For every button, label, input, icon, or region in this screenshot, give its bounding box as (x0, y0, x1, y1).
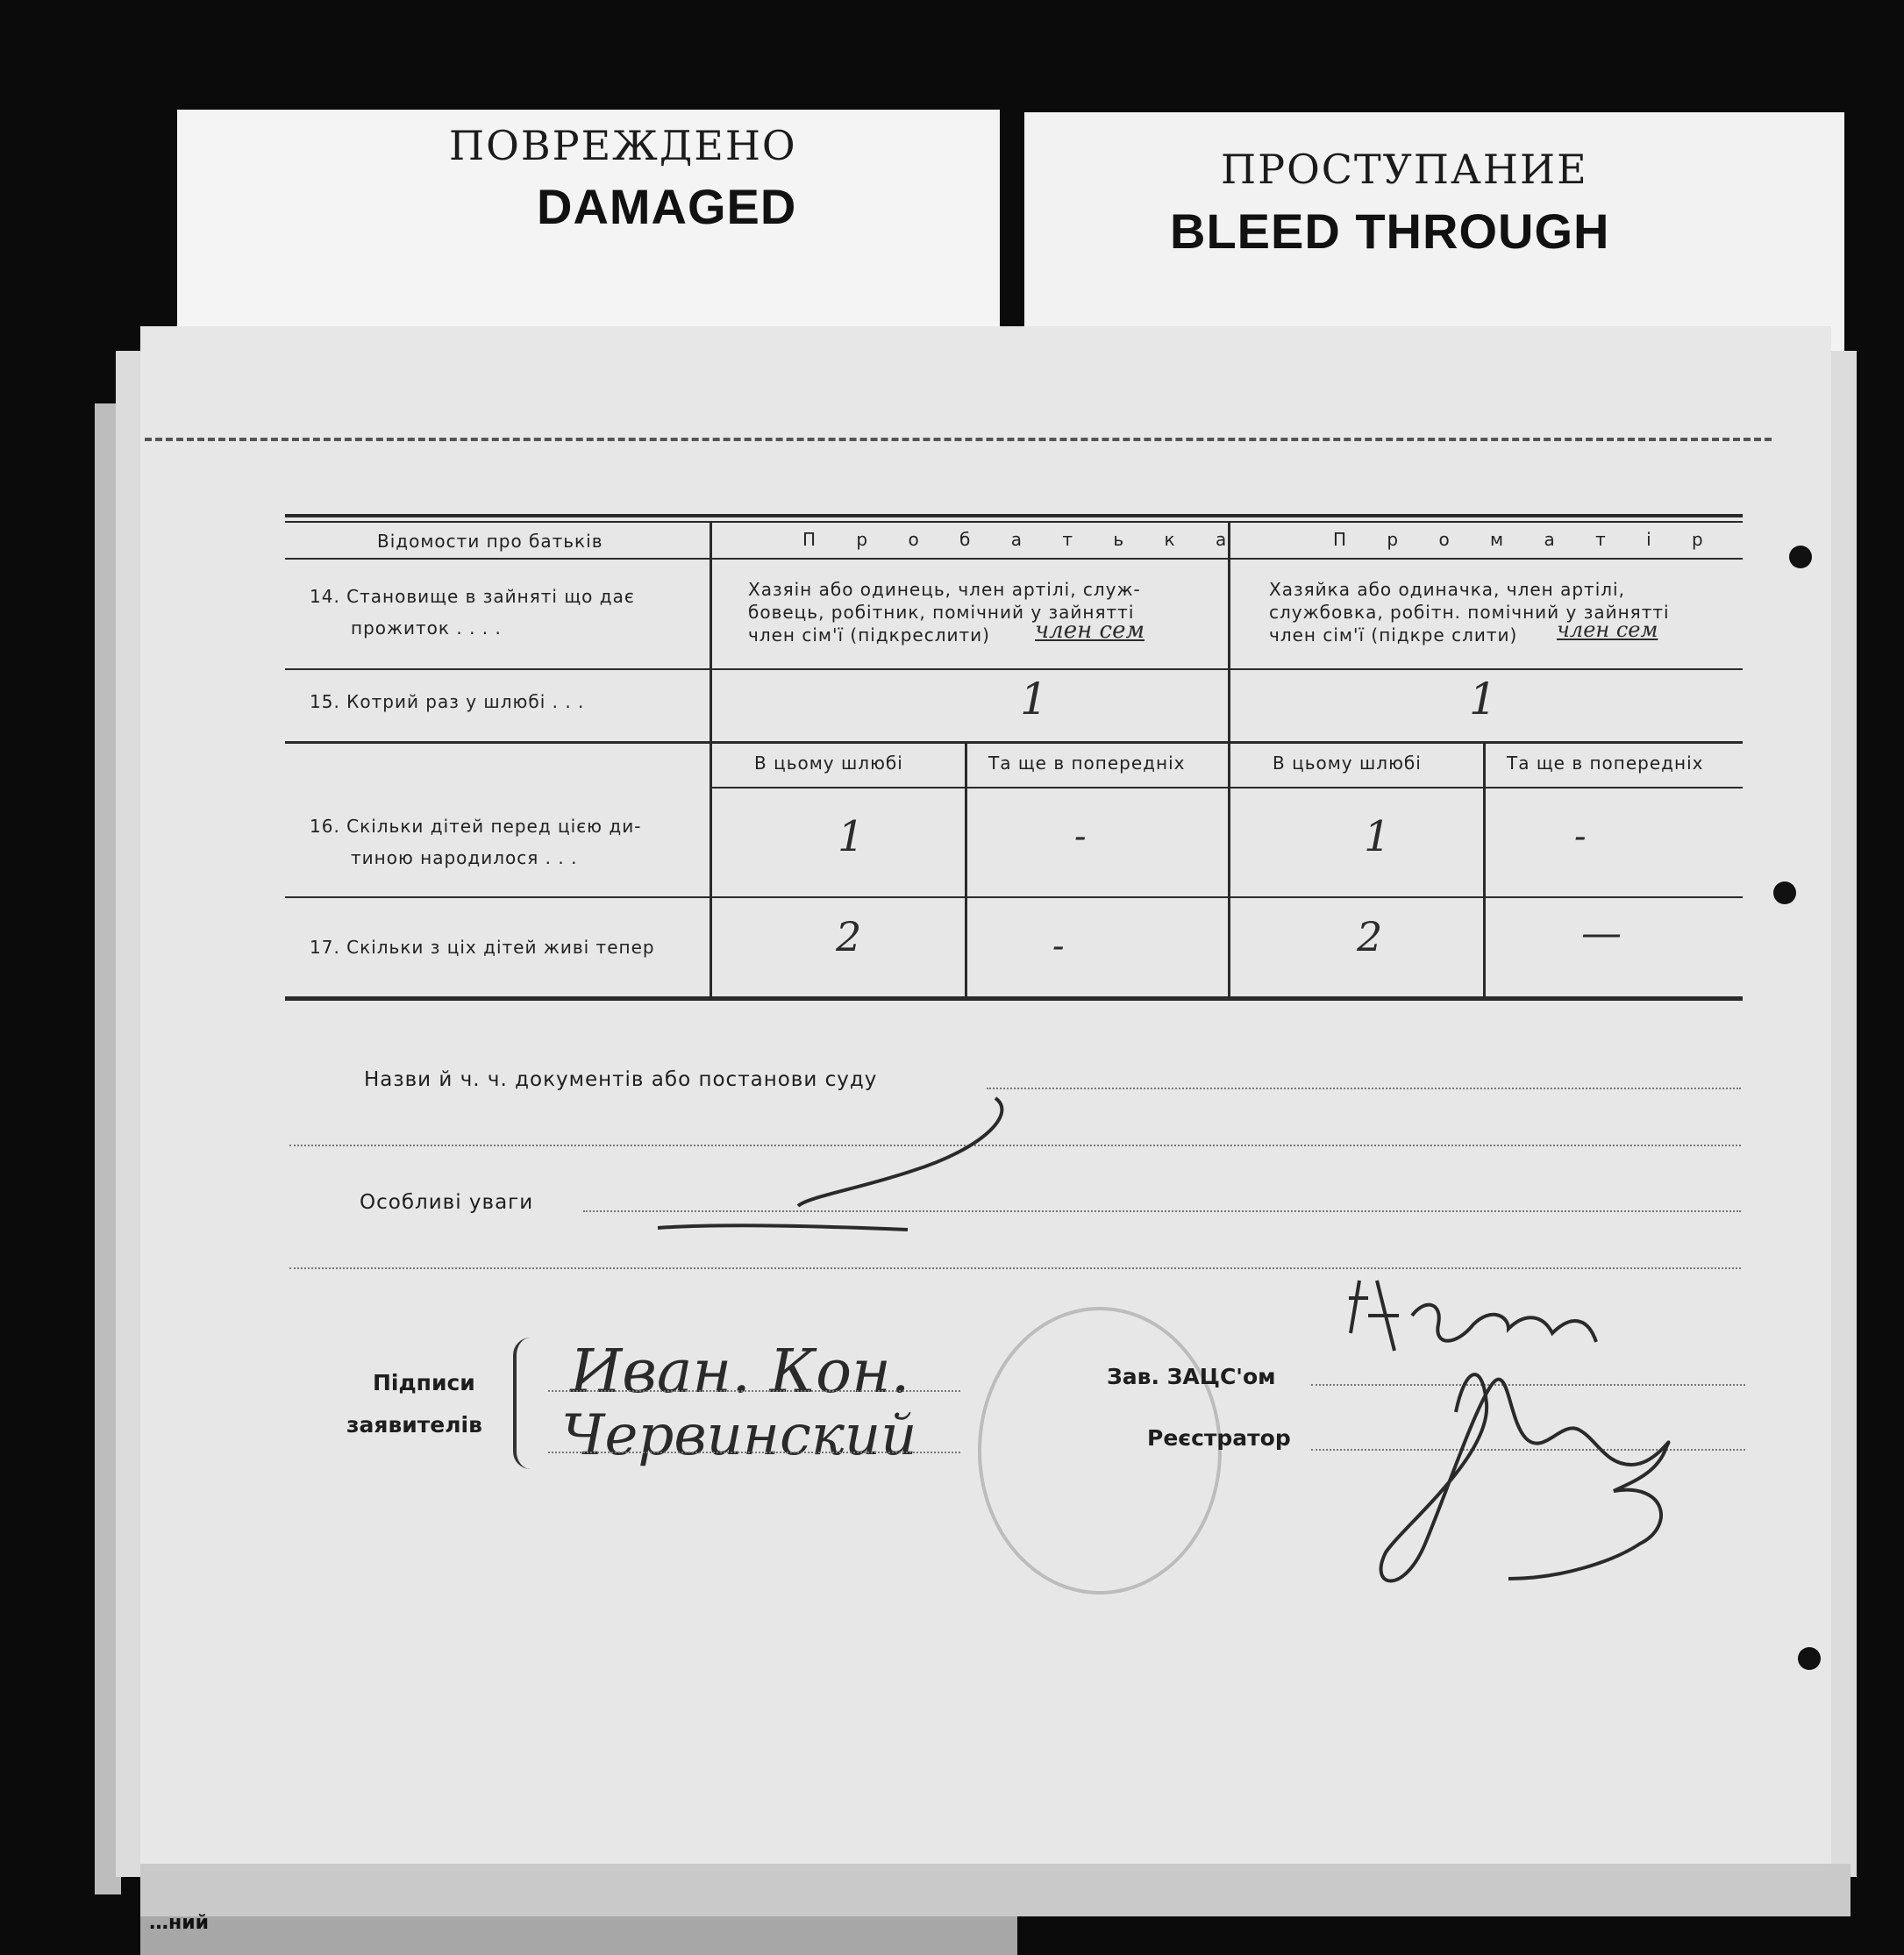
row14-father-3: член сім'ї (підкреслити) (748, 624, 990, 646)
table-col-rule (1228, 523, 1230, 1001)
subheader-mother-prev: Та ще в попередніх (1507, 753, 1704, 774)
applicants-label-2: заявителів (346, 1412, 482, 1438)
row16-label-2: тиною народилося . . . (351, 847, 578, 868)
row14-father-handwritten: член сем (1035, 617, 1145, 644)
applicant-signature-1: Иван. Кон. (570, 1338, 910, 1407)
subheader-mother-this: В цьому шлюбі (1273, 753, 1422, 774)
documents-dotted-line (987, 1088, 1741, 1089)
header-label: Відомости про батьків (377, 531, 603, 552)
subheader-father-prev: Та ще в попередніх (988, 753, 1186, 774)
table-rule (285, 558, 1743, 560)
row16-father-this: 1 (838, 812, 865, 861)
row14-mother-1: Хазяйка або одиначка, член артілі, (1269, 579, 1625, 600)
row14-father-1: Хазяін або одинець, член артілі, служ- (748, 579, 1141, 600)
table-rule (285, 514, 1743, 517)
table-rule (285, 668, 1743, 670)
row17-father-prev: - (1052, 926, 1065, 967)
binder-hole (1773, 881, 1796, 904)
table-col-rule (710, 523, 712, 1001)
bottom-sheet-edge-2 (140, 1916, 1017, 1955)
row16-mother-prev: - (1574, 817, 1587, 857)
bleed-ru-label: ПРОСТУПАНИЕ (1221, 146, 1588, 193)
damaged-en-label: DAMAGED (537, 179, 797, 234)
table-rule (285, 896, 1743, 898)
applicant-signature-2: Червинский (561, 1403, 917, 1468)
parents-info-table (285, 514, 1743, 1001)
row17-mother-this: 2 (1357, 913, 1383, 960)
damaged-ru-label: ПОВРЕЖДЕНО (449, 122, 797, 169)
binder-hole (1798, 1647, 1821, 1670)
row14-label-2: прожиток . . . . (351, 617, 502, 639)
row16-label-1: 16. Скільки дітей перед цією ди- (310, 816, 642, 837)
table-rule (285, 741, 1743, 744)
remarks-label: Особливі уваги (360, 1191, 534, 1214)
applicant-line-1 (548, 1390, 960, 1392)
bottom-sheet-edge (140, 1864, 1851, 1916)
dash-stroke (649, 1088, 1035, 1245)
documents-label: Назви й ч. ч. документів або постанови суду (364, 1068, 878, 1091)
binder-hole (1789, 546, 1812, 568)
row14-mother-2: службовка, робітн. помічний у зайнятті (1269, 602, 1670, 623)
row15-label: 15. Котрий раз у шлюбі . . . (310, 691, 585, 712)
row17-father-this: 2 (836, 913, 862, 960)
row17-label: 17. Скільки з ціх дітей живі тепер (310, 937, 655, 958)
table-rule (285, 996, 1743, 1001)
registrar-label: Реєстратор (1147, 1425, 1291, 1451)
applicant-line-2 (548, 1452, 960, 1453)
row16-mother-this: 1 (1364, 812, 1391, 861)
header-father: П р о б а т ь к а (802, 529, 1244, 550)
table-rule (285, 521, 1743, 523)
bleed-en-label: BLEED THROUGH (1170, 203, 1610, 259)
row14-label-1: 14. Становище в зайняті що дає (310, 586, 635, 607)
row14-mother-3: член сім'ї (підкре слити) (1269, 624, 1518, 646)
perforation-line (145, 438, 1772, 441)
row15-mother-value: 1 (1469, 674, 1497, 724)
brace (513, 1338, 543, 1469)
row15-father-value: 1 (1020, 674, 1048, 724)
official-stamp (978, 1307, 1222, 1595)
table-col-rule (1483, 744, 1486, 1001)
table-col-rule (965, 744, 967, 1001)
edge-text: …ний (149, 1912, 210, 1934)
head-label: Зав. ЗАЦС'ом (1107, 1364, 1276, 1389)
applicants-label-1: Підписи (373, 1370, 475, 1395)
official-signatures (1245, 1263, 1701, 1649)
row14-father-2: бовець, робітник, помічний у зайнятті (748, 602, 1135, 623)
row16-father-prev: - (1074, 817, 1087, 857)
row14-mother-handwritten: член сем (1557, 617, 1658, 642)
row17-mother-prev: — (1581, 909, 1622, 956)
header-mother: П р о м а т і р (1333, 529, 1721, 550)
subheader-father-this: В цьому шлюбі (754, 753, 903, 774)
